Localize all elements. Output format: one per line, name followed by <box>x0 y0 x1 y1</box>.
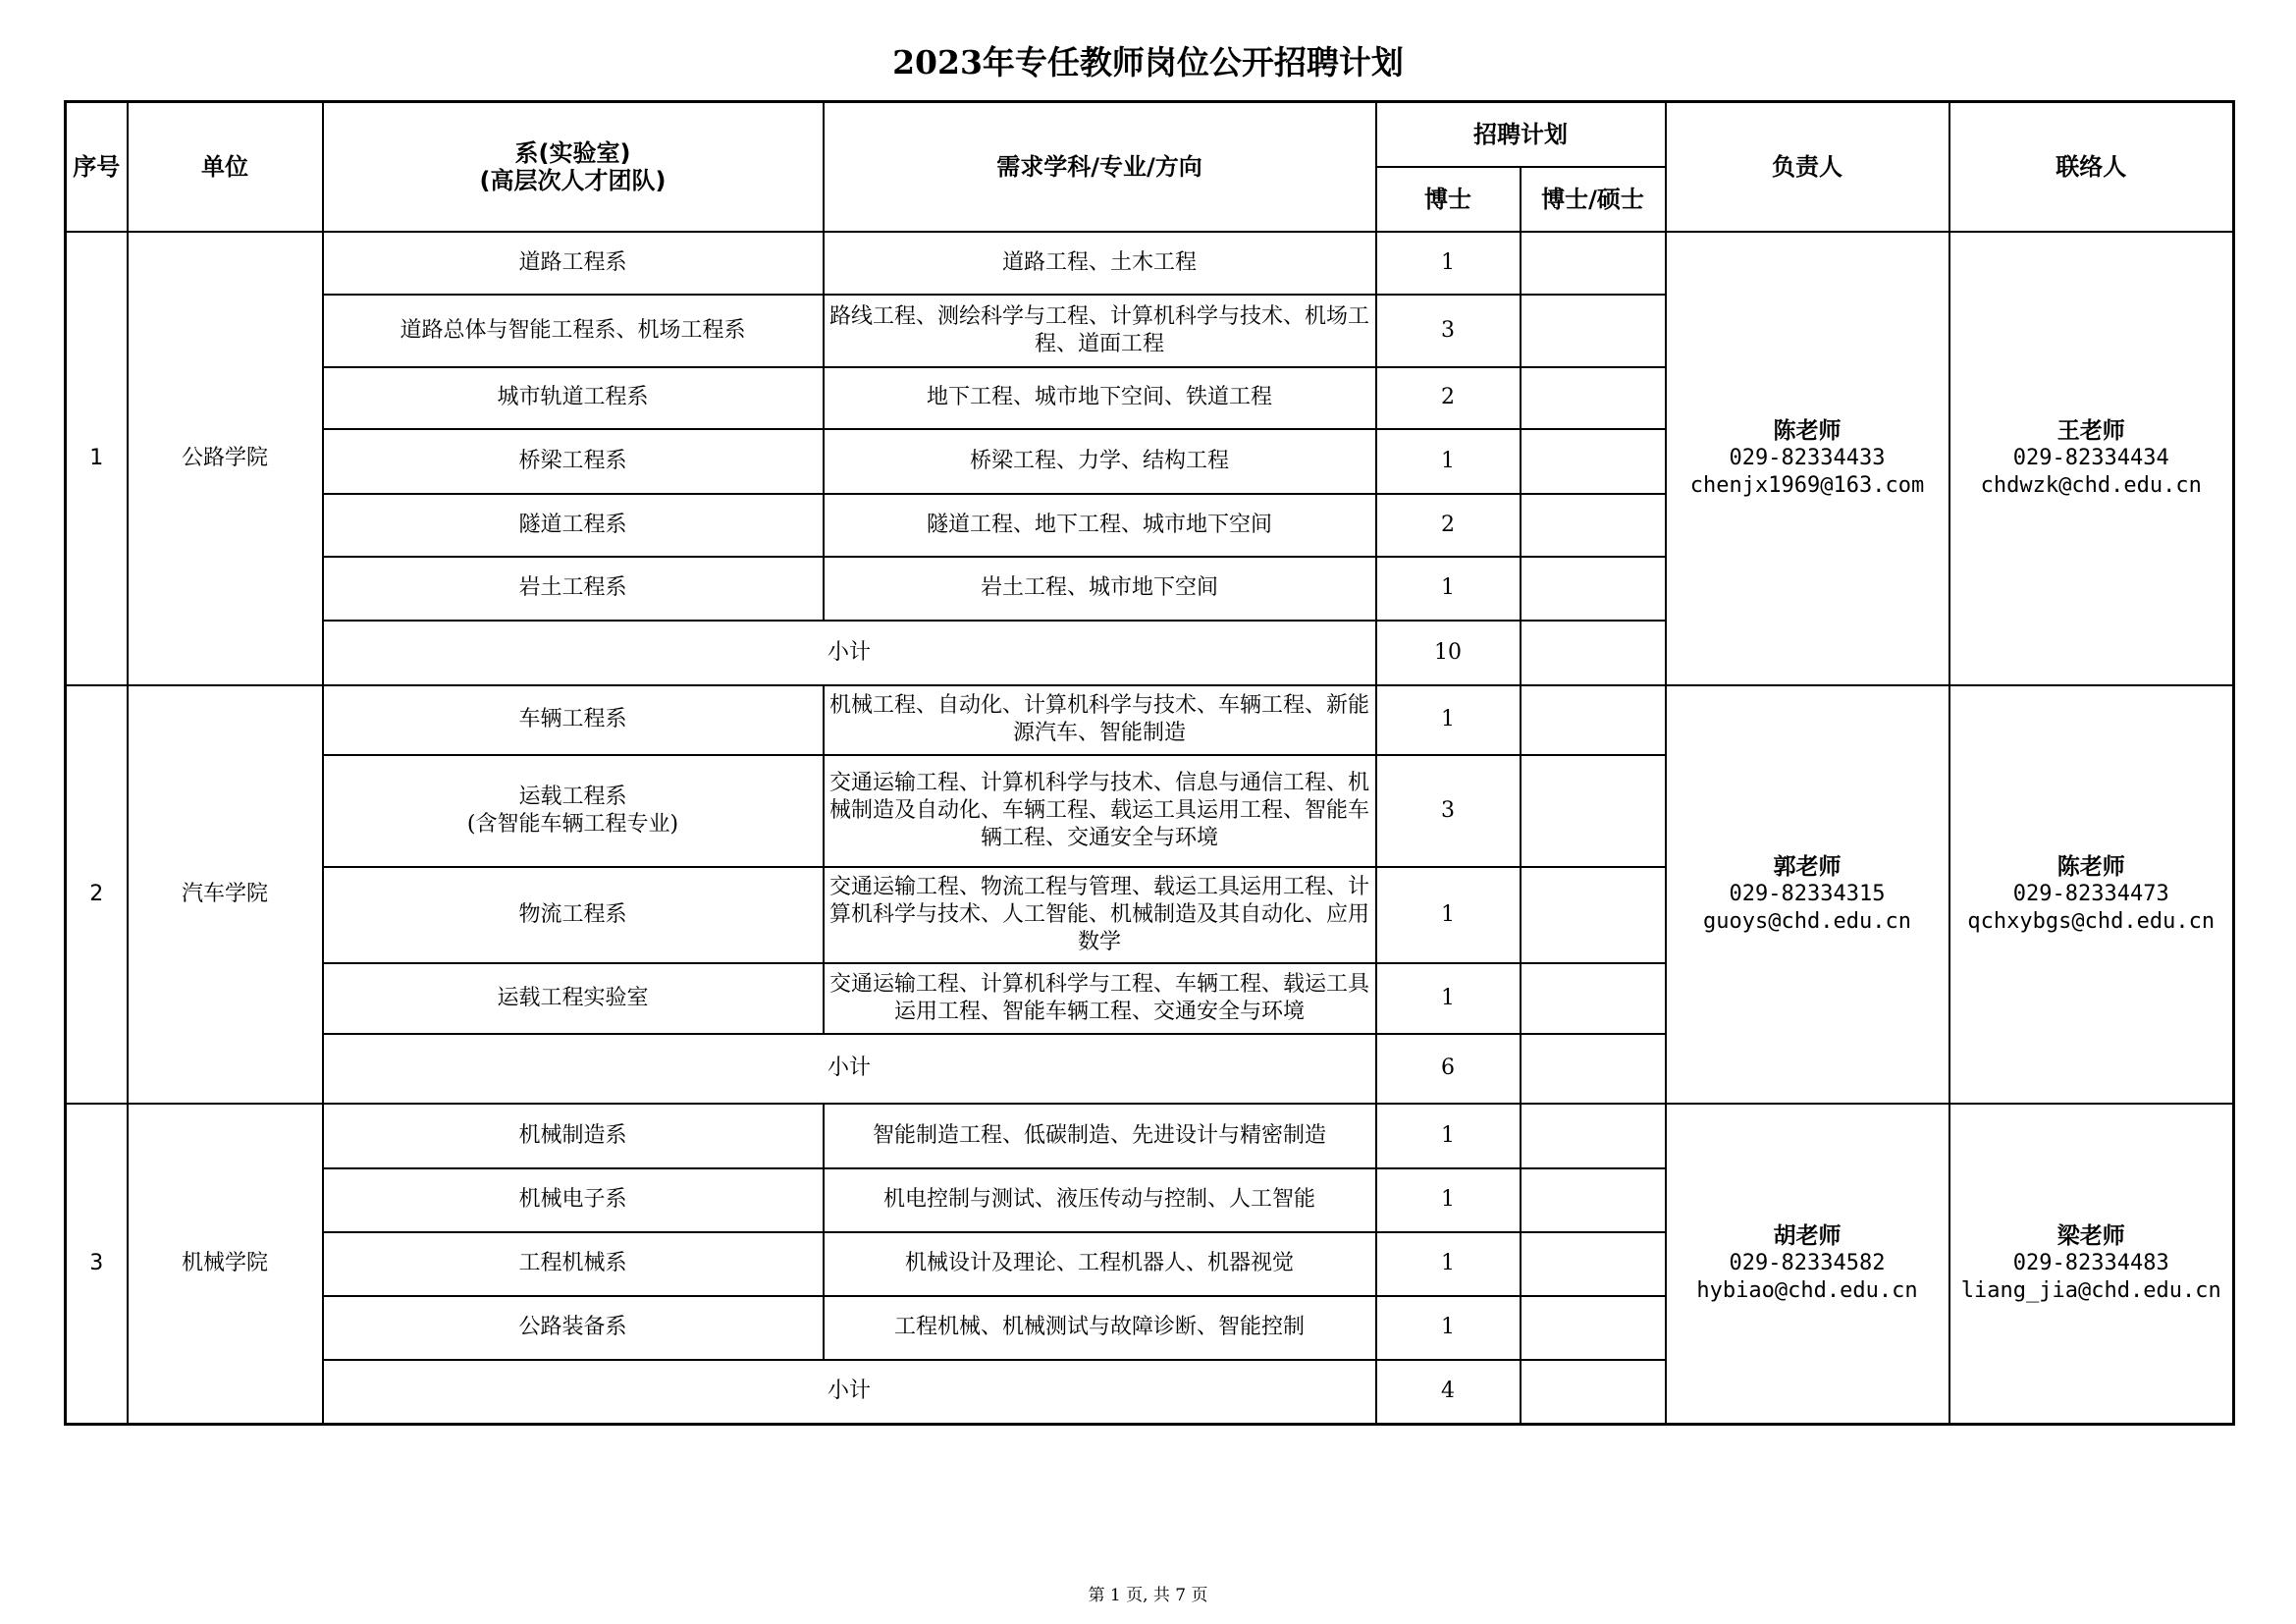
doctor-count: 1 <box>1376 232 1521 295</box>
subject-cell: 地下工程、城市地下空间、铁道工程 <box>824 367 1376 429</box>
dept-cell: 道路总体与智能工程系、机场工程系 <box>323 295 824 367</box>
subject-cell: 交通运输工程、计算机科学与工程、车辆工程、载运工具运用工程、智能车辆工程、交通安全与环境 <box>824 963 1376 1034</box>
subject-cell: 工程机械、机械测试与故障诊断、智能控制 <box>824 1296 1376 1360</box>
doctor-count: 1 <box>1376 557 1521 621</box>
doctor-master-count <box>1521 429 1666 494</box>
liaison-contact <box>1949 232 2234 685</box>
leader-phone: 029-82334433 <box>1729 445 1886 470</box>
leader-email: chenjx1969@163.com <box>1689 472 1925 498</box>
table-row <box>66 685 2234 755</box>
doctor-master-count <box>1521 232 1666 295</box>
group-seq: 2 <box>66 685 128 1104</box>
dept-cell: 公路装备系 <box>323 1296 824 1360</box>
dept-name: 运载工程系 <box>518 784 627 809</box>
page-title: 2023年专任教师岗位公开招聘计划 <box>892 43 1404 81</box>
subject-cell: 机械设计及理论、工程机器人、机器视觉 <box>824 1232 1376 1296</box>
leader-name: 胡老师 <box>1773 1222 1842 1249</box>
subtotal-doctor-master <box>1521 1034 1666 1104</box>
dept-cell: 物流工程系 <box>323 867 824 963</box>
subtotal-count: 4 <box>1376 1360 1521 1425</box>
header-seq: 序号 <box>66 102 128 232</box>
liaison-name: 梁老师 <box>2056 1222 2125 1249</box>
doctor-count: 1 <box>1376 867 1521 963</box>
group-unit: 公路学院 <box>128 232 323 685</box>
liaison-email: liang_jia@chd.edu.cn <box>1960 1277 2221 1303</box>
subject-cell: 岩土工程、城市地下空间 <box>824 557 1376 621</box>
doctor-count: 1 <box>1376 1168 1521 1232</box>
subtotal-doctor-master <box>1521 621 1666 685</box>
header-subject: 需求学科/专业/方向 <box>824 102 1376 232</box>
doctor-master-count <box>1521 494 1666 557</box>
liaison-phone: 029-82334473 <box>2012 881 2169 906</box>
dept-cell: 工程机械系 <box>323 1232 824 1296</box>
doctor-count: 1 <box>1376 1296 1521 1360</box>
dept-cell: 城市轨道工程系 <box>323 367 824 429</box>
dept-cell: 岩土工程系 <box>323 557 824 621</box>
leader-phone: 029-82334315 <box>1729 881 1886 906</box>
recruitment-plan-table <box>64 100 2235 1426</box>
dept-cell: 运载工程实验室 <box>323 963 824 1034</box>
doctor-master-count <box>1521 367 1666 429</box>
page-footer: 第 1 页, 共 7 页 <box>1088 1586 1208 1605</box>
group-seq: 1 <box>66 232 128 685</box>
liaison-phone: 029-82334483 <box>2012 1250 2169 1275</box>
doctor-count: 2 <box>1376 494 1521 557</box>
subtotal-label: 小计 <box>323 621 1376 685</box>
subtotal-label: 小计 <box>323 1360 1376 1425</box>
leader-contact <box>1666 685 1949 1104</box>
subject-cell: 桥梁工程、力学、结构工程 <box>824 429 1376 494</box>
liaison-email: chdwzk@chd.edu.cn <box>1980 472 2202 498</box>
leader-name: 陈老师 <box>1773 417 1842 444</box>
dept-cell: 隧道工程系 <box>323 494 824 557</box>
leader-contact <box>1666 232 1949 685</box>
header-plan: 招聘计划 <box>1376 102 1666 167</box>
subtotal-count: 6 <box>1376 1034 1521 1104</box>
subject-cell: 机电控制与测试、液压传动与控制、人工智能 <box>824 1168 1376 1232</box>
dept-cell: 机械电子系 <box>323 1168 824 1232</box>
doctor-count: 2 <box>1376 367 1521 429</box>
subject-cell: 道路工程、土木工程 <box>824 232 1376 295</box>
doctor-master-count <box>1521 1296 1666 1360</box>
header-dept-line2: (高层次人才团队) <box>479 166 667 194</box>
doctor-master-count <box>1521 963 1666 1034</box>
liaison-name: 陈老师 <box>2056 853 2125 880</box>
header-unit: 单位 <box>128 102 323 232</box>
doctor-count: 3 <box>1376 295 1521 367</box>
doctor-master-count <box>1521 685 1666 755</box>
table-row <box>66 232 2234 295</box>
doctor-count: 1 <box>1376 429 1521 494</box>
subject-cell: 隧道工程、地下工程、城市地下空间 <box>824 494 1376 557</box>
liaison-contact <box>1949 685 2234 1104</box>
subject-cell: 路线工程、测绘科学与工程、计算机科学与技术、机场工程、道面工程 <box>824 295 1376 367</box>
liaison-phone: 029-82334434 <box>2012 445 2169 470</box>
table-row <box>66 1104 2234 1168</box>
doctor-count: 1 <box>1376 963 1521 1034</box>
leader-phone: 029-82334582 <box>1729 1250 1886 1275</box>
doctor-master-count <box>1521 867 1666 963</box>
doctor-master-count <box>1521 1168 1666 1232</box>
header-dept-line1: 系(实验室) <box>514 138 631 167</box>
leader-email: guoys@chd.edu.cn <box>1703 908 1911 934</box>
doctor-master-count <box>1521 295 1666 367</box>
subject-cell: 机械工程、自动化、计算机科学与技术、车辆工程、新能源汽车、智能制造 <box>824 685 1376 755</box>
leader-contact <box>1666 1104 1949 1425</box>
doctor-master-count <box>1521 557 1666 621</box>
group-seq: 3 <box>66 1104 128 1425</box>
group-unit: 汽车学院 <box>128 685 323 1104</box>
doctor-master-count <box>1521 1104 1666 1168</box>
leader-email: hybiao@chd.edu.cn <box>1696 1277 1918 1303</box>
subtotal-doctor-master <box>1521 1360 1666 1425</box>
header-doctor-master: 博士/硕士 <box>1521 167 1666 232</box>
group-unit: 机械学院 <box>128 1104 323 1425</box>
subject-cell: 交通运输工程、计算机科学与技术、信息与通信工程、机械制造及自动化、车辆工程、载运工具运用工程、智能车辆工程、交通安全与环境 <box>824 755 1376 867</box>
dept-cell: 车辆工程系 <box>323 685 824 755</box>
dept-note: (含智能车辆工程专业) <box>466 811 679 837</box>
subtotal-label: 小计 <box>323 1034 1376 1104</box>
liaison-email: qchxybgs@chd.edu.cn <box>1967 908 2216 934</box>
subtotal-count: 10 <box>1376 621 1521 685</box>
doctor-count: 1 <box>1376 1104 1521 1168</box>
header-doctor: 博士 <box>1376 167 1521 232</box>
doctor-count: 1 <box>1376 685 1521 755</box>
doctor-master-count <box>1521 755 1666 867</box>
doctor-count: 1 <box>1376 1232 1521 1296</box>
subject-cell: 交通运输工程、物流工程与管理、载运工具运用工程、计算机科学与技术、人工智能、机械制造及其自动化、应用数学 <box>824 867 1376 963</box>
dept-cell: 机械制造系 <box>323 1104 824 1168</box>
header-leader: 负责人 <box>1666 102 1949 232</box>
dept-cell: 桥梁工程系 <box>323 429 824 494</box>
header-liaison: 联络人 <box>1949 102 2234 232</box>
liaison-name: 王老师 <box>2056 417 2125 444</box>
leader-name: 郭老师 <box>1773 853 1842 880</box>
liaison-contact <box>1949 1104 2234 1425</box>
header-dept <box>323 102 824 232</box>
doctor-master-count <box>1521 1232 1666 1296</box>
subject-cell: 智能制造工程、低碳制造、先进设计与精密制造 <box>824 1104 1376 1168</box>
dept-cell <box>323 755 824 867</box>
dept-cell: 道路工程系 <box>323 232 824 295</box>
doctor-count: 3 <box>1376 755 1521 867</box>
